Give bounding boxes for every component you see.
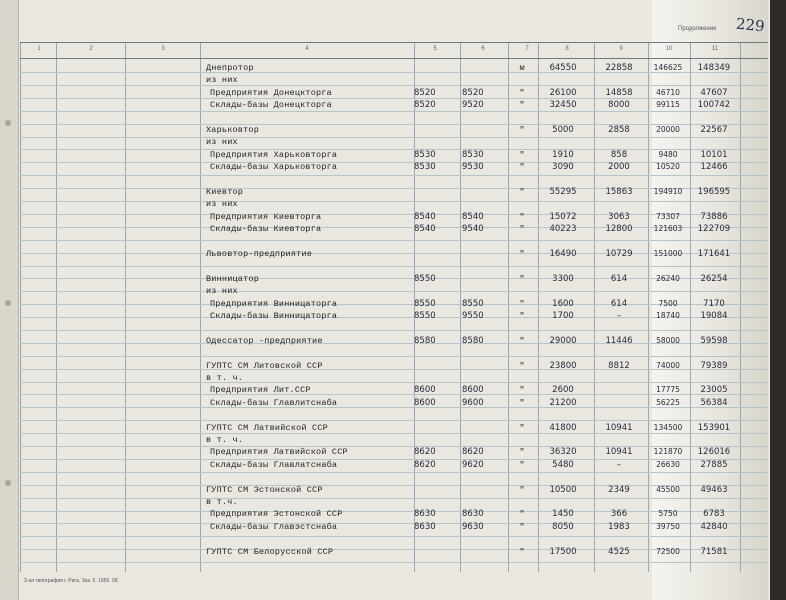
cell-c6: 9540 <box>462 224 484 234</box>
cell-c10: 121603 <box>653 224 683 233</box>
cell-c7: " <box>519 311 525 321</box>
table-row <box>0 533 786 547</box>
cell-c11: 26254 <box>700 274 728 284</box>
cell-c7: " <box>519 100 525 110</box>
cell-c8: 5000 <box>552 125 574 135</box>
cell-c11: 7170 <box>703 299 725 309</box>
cell-c10: 45500 <box>656 485 680 494</box>
cell-c8: 3300 <box>552 274 574 284</box>
table-row <box>0 99 786 113</box>
cell-c8: 3090 <box>552 162 574 172</box>
row-label: в т. ч. <box>206 373 244 383</box>
cell-c7: " <box>519 447 525 457</box>
cell-c10: 20000 <box>656 125 680 134</box>
cell-c9: 614 <box>610 274 628 284</box>
row-label: Львовтор-предприятие <box>206 249 313 259</box>
row-label: Одессатор -предприятие <box>206 336 323 346</box>
table-row <box>0 136 786 150</box>
row-label: Предприятия Винницаторга <box>210 299 338 309</box>
cell-c5: 8600 <box>414 398 436 408</box>
cell-c8: 8050 <box>552 522 574 532</box>
cell-c7: " <box>519 385 525 395</box>
cell-c9: 22858 <box>605 63 633 73</box>
cell-c10: 194910 <box>653 187 683 196</box>
table-row <box>0 546 786 560</box>
table-row <box>0 409 786 423</box>
cell-c11: 49463 <box>700 485 728 495</box>
cell-c8: 1450 <box>552 509 574 519</box>
cell-c10: 73307 <box>656 212 680 221</box>
row-label: Предприятия Латвийской ССР <box>210 447 348 457</box>
header-rule <box>20 58 768 59</box>
cell-c6: 9630 <box>462 522 484 532</box>
row-label: Харьковтор <box>206 125 260 135</box>
cell-c7: " <box>519 522 525 532</box>
cell-c8: 5480 <box>552 460 574 470</box>
column-number: 11 <box>711 46 719 52</box>
row-label: ГУПТС СМ Белорусской ССР <box>206 547 334 557</box>
cell-c10: 26630 <box>656 460 680 469</box>
cell-c11: 27885 <box>700 460 728 470</box>
cell-c7: " <box>519 460 525 470</box>
cell-c8: 55295 <box>549 187 577 197</box>
cell-c7: " <box>519 224 525 234</box>
cell-c6: 9600 <box>462 398 484 408</box>
table-row <box>0 446 786 460</box>
cell-c6: 8580 <box>462 336 484 346</box>
cell-c7: " <box>519 423 525 433</box>
cell-c7: " <box>519 212 525 222</box>
cell-c7: " <box>519 162 525 172</box>
row-label: Предприятия Донецкторга <box>210 88 332 98</box>
cell-c11: 23005 <box>700 385 728 395</box>
cell-c10: 74000 <box>656 361 680 370</box>
cell-c10: 26240 <box>656 274 680 283</box>
cell-c10: 56225 <box>656 398 680 407</box>
cell-c9: – <box>616 311 622 321</box>
row-label: ГУПТС СМ Латвийской ССР <box>206 423 328 433</box>
row-label: из них <box>206 286 238 296</box>
cell-c10: 146625 <box>653 63 683 72</box>
cell-c9: 858 <box>610 150 628 160</box>
cell-c8: 1600 <box>552 299 574 309</box>
cell-c10: 5750 <box>658 509 678 518</box>
cell-c6: 8540 <box>462 212 484 222</box>
column-number: 8 <box>565 46 569 52</box>
cell-c11: 171641 <box>697 249 731 259</box>
cell-c6: 9530 <box>462 162 484 172</box>
cell-c9: 1983 <box>608 522 630 532</box>
column-number: 9 <box>619 46 623 52</box>
cell-c5: 8520 <box>414 88 436 98</box>
table-row <box>0 471 786 485</box>
cell-c8: 32450 <box>549 100 577 110</box>
cell-c8: 41800 <box>549 423 577 433</box>
cell-c8: 40223 <box>549 224 577 234</box>
table-row <box>0 347 786 361</box>
cell-c8: 23800 <box>549 361 577 371</box>
row-label: Склады-базы Главэстснаба <box>210 522 338 532</box>
cell-c5: 8550 <box>414 274 436 284</box>
cell-c5: 8540 <box>414 224 436 234</box>
cell-c8: 10500 <box>549 485 577 495</box>
cell-c11: 148349 <box>697 63 731 73</box>
cell-c7: " <box>519 509 525 519</box>
cell-c8: 29000 <box>549 336 577 346</box>
cell-c5: 8530 <box>414 162 436 172</box>
cell-c8: 15072 <box>549 212 577 222</box>
column-number: 5 <box>433 46 437 52</box>
cell-c5: 8620 <box>414 460 436 470</box>
cell-c11: 196595 <box>697 187 731 197</box>
continuation-note: Продолжение <box>678 26 717 32</box>
row-label: Предприятия Лит.ССР <box>210 385 311 395</box>
row-label: в т. ч. <box>206 435 244 445</box>
row-label: Склады-базы Харьковторга <box>210 162 338 172</box>
cell-c7: " <box>519 88 525 98</box>
row-label: Склады-базы Главлатснаба <box>210 460 338 470</box>
column-number: 10 <box>665 46 673 52</box>
column-number: 2 <box>89 46 93 52</box>
cell-c10: 46710 <box>656 88 680 97</box>
cell-c8: 2600 <box>552 385 574 395</box>
row-label: Склады-базы Донецкторга <box>210 100 332 110</box>
cell-c5: 8630 <box>414 509 436 519</box>
cell-c9: 10729 <box>605 249 633 259</box>
cell-c10: 10520 <box>656 162 680 171</box>
cell-c11: 19084 <box>700 311 728 321</box>
cell-c8: 26100 <box>549 88 577 98</box>
cell-c6: 9520 <box>462 100 484 110</box>
cell-c7: " <box>519 485 525 495</box>
cell-c9: 12800 <box>605 224 633 234</box>
cell-c11: 122709 <box>697 224 731 234</box>
cell-c5: 8540 <box>414 212 436 222</box>
printer-footer: 3-ая типография г. Ригa. Зак. 5. 1956. 09. <box>24 578 119 584</box>
column-number: 4 <box>305 46 309 52</box>
cell-c10: 9480 <box>658 150 678 159</box>
cell-c7: " <box>519 274 525 284</box>
cell-c5: 8580 <box>414 336 436 346</box>
cell-c7: " <box>519 187 525 197</box>
cell-c11: 22567 <box>700 125 728 135</box>
cell-c8: 16490 <box>549 249 577 259</box>
cell-c6: 9550 <box>462 311 484 321</box>
header-rule <box>20 42 768 43</box>
row-label: Предприятия Киевторга <box>210 212 322 222</box>
cell-c10: 99115 <box>656 100 680 109</box>
cell-c11: 79389 <box>700 361 728 371</box>
cell-c10: 18740 <box>656 311 680 320</box>
table-row <box>0 74 786 88</box>
cell-c6: 8520 <box>462 88 484 98</box>
cell-c10: 39750 <box>656 522 680 531</box>
cell-c10: 58000 <box>656 336 680 345</box>
column-number: 3 <box>161 46 165 52</box>
cell-c11: 153901 <box>697 423 731 433</box>
cell-c11: 6783 <box>703 509 725 519</box>
cell-c11: 42840 <box>700 522 728 532</box>
cell-c11: 47607 <box>700 88 728 98</box>
cell-c5: 8630 <box>414 522 436 532</box>
cell-c9: 366 <box>610 509 628 519</box>
cell-c9: 15863 <box>605 187 633 197</box>
cell-c10: 17775 <box>656 385 680 394</box>
cell-c7: " <box>519 299 525 309</box>
row-label: из них <box>206 199 238 209</box>
cell-c5: 8550 <box>414 311 436 321</box>
row-label: ГУПТС СМ Литовской ССР <box>206 361 323 371</box>
cell-c9: – <box>616 460 622 470</box>
cell-c7: " <box>519 398 525 408</box>
cell-c5: 8550 <box>414 299 436 309</box>
cell-c10: 121870 <box>653 447 683 456</box>
cell-c7: м <box>519 63 525 73</box>
cell-c5: 8620 <box>414 447 436 457</box>
table-row <box>0 198 786 212</box>
cell-c11: 126016 <box>697 447 731 457</box>
row-label: ГУПТС СМ Эстонской ССР <box>206 485 323 495</box>
column-number: 7 <box>525 46 529 52</box>
cell-c9: 8000 <box>608 100 630 110</box>
cell-c8: 64550 <box>549 63 577 73</box>
cell-c6: 8620 <box>462 447 484 457</box>
cell-c6: 8530 <box>462 150 484 160</box>
row-label: Предприятия Эстонской ССР <box>210 509 343 519</box>
row-label: из них <box>206 75 238 85</box>
cell-c11: 71581 <box>700 547 728 557</box>
cell-c6: 8600 <box>462 385 484 395</box>
table-row <box>0 161 786 175</box>
table-row <box>0 322 786 336</box>
row-label: Днепротор <box>206 63 254 73</box>
cell-c10: 7500 <box>658 299 678 308</box>
cell-c8: 17500 <box>549 547 577 557</box>
cell-c10: 134500 <box>653 423 683 432</box>
cell-c6: 8630 <box>462 509 484 519</box>
cell-c6: 9620 <box>462 460 484 470</box>
cell-c5: 8530 <box>414 150 436 160</box>
column-number: 6 <box>481 46 485 52</box>
table-row <box>0 384 786 398</box>
cell-c7: " <box>519 336 525 346</box>
row-label: Киевтор <box>206 187 244 197</box>
page-number: 229 <box>735 14 766 36</box>
cell-c9: 4525 <box>608 547 630 557</box>
table-row <box>0 285 786 299</box>
cell-c9: 2349 <box>608 485 630 495</box>
cell-c5: 8600 <box>414 385 436 395</box>
cell-c9: 8812 <box>608 361 630 371</box>
row-label: Склады-базы Главлитснаба <box>210 398 338 408</box>
cell-c11: 12466 <box>700 162 728 172</box>
cell-c5: 8520 <box>414 100 436 110</box>
cell-c9: 10941 <box>605 447 633 457</box>
cell-c6: 8550 <box>462 299 484 309</box>
cell-c9: 10941 <box>605 423 633 433</box>
cell-c11: 10101 <box>700 150 728 160</box>
row-label: в т.ч. <box>206 497 238 507</box>
cell-c9: 2000 <box>608 162 630 172</box>
cell-c10: 151000 <box>653 249 683 258</box>
cell-c9: 14858 <box>605 88 633 98</box>
table-row <box>0 223 786 237</box>
cell-c7: " <box>519 361 525 371</box>
cell-c9: 614 <box>610 299 628 309</box>
cell-c8: 1700 <box>552 311 574 321</box>
table-row <box>0 260 786 274</box>
column-number: 1 <box>37 46 41 52</box>
cell-c7: " <box>519 249 525 259</box>
cell-c8: 36320 <box>549 447 577 457</box>
row-label: Склады-базы Киевторга <box>210 224 322 234</box>
row-label: из них <box>206 137 238 147</box>
row-label: Предприятия Харьковторга <box>210 150 338 160</box>
table-row <box>0 508 786 522</box>
cell-c11: 100742 <box>697 100 731 110</box>
row-rule <box>20 562 768 563</box>
row-label: Винницатор <box>206 274 260 284</box>
cell-c11: 73886 <box>700 212 728 222</box>
cell-c10: 72500 <box>656 547 680 556</box>
cell-c7: " <box>519 150 525 160</box>
cell-c9: 11446 <box>605 336 633 346</box>
row-label: Склады-базы Винницаторга <box>210 311 338 321</box>
cell-c8: 21200 <box>549 398 577 408</box>
cell-c8: 1910 <box>552 150 574 160</box>
cell-c11: 59598 <box>700 336 728 346</box>
cell-c9: 3063 <box>608 212 630 222</box>
cell-c7: " <box>519 125 525 135</box>
cell-c7: " <box>519 547 525 557</box>
cell-c9: 2858 <box>608 125 630 135</box>
cell-c11: 56384 <box>700 398 728 408</box>
